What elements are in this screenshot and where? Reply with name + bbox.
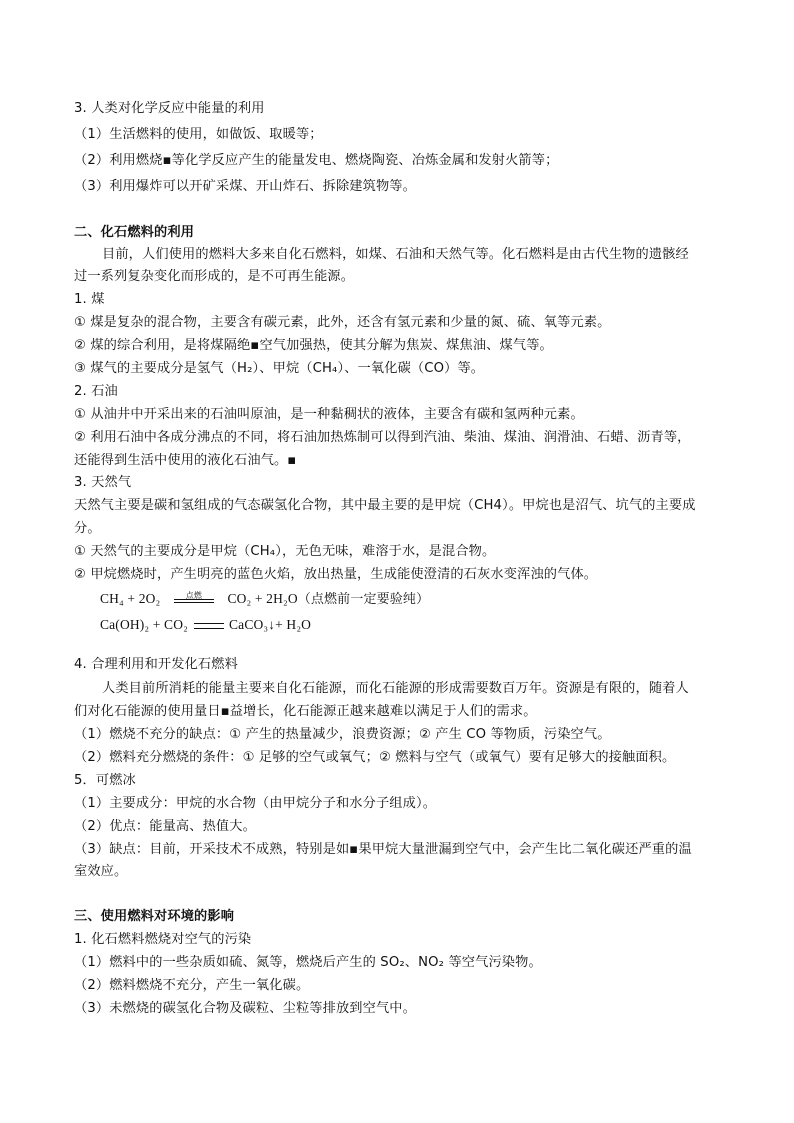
equation-limewater bbox=[100, 616, 311, 634]
paragraph-line: 分。 bbox=[74, 521, 101, 536]
heading-energy-use: 3. 人类对化学反应中能量的利用 bbox=[74, 101, 265, 116]
equation-note: （点燃前一定要验纯） bbox=[297, 592, 430, 607]
list-item: （2）优点：能量高、热值大。 bbox=[74, 819, 256, 834]
list-item: （2）燃料充分燃烧的条件：① 足够的空气或氧气；② 燃料与空气（或氧气）要有足够大的接触面积。 bbox=[74, 750, 676, 765]
equation-left: Ca(OH)₂ + CO₂ bbox=[100, 617, 188, 632]
list-item: ① 天然气的主要成分是甲烷（CH₄），无色无味，难溶于水，是混合物。 bbox=[74, 544, 496, 559]
section-heading-fossil-fuels: 二、化石燃料的利用 bbox=[74, 225, 195, 240]
equation-left: CH₄ + 2O₂ bbox=[100, 591, 161, 606]
paragraph-line: 过一系列复杂变化而形成的，是不可再生能源。 bbox=[74, 269, 355, 284]
list-item: 还能得到生活中使用的液化石油气。▪ bbox=[74, 453, 297, 468]
subheading-air-pollution: 1. 化石燃料燃烧对空气的污染 bbox=[74, 932, 252, 947]
list-item: 室效应。 bbox=[74, 864, 128, 879]
paragraph-line: 目前，人们使用的燃料大多来自化石燃料，如煤、石油和天然气等。化石燃料是由古代生物的遗骸经 bbox=[102, 247, 689, 262]
subheading-natural-gas: 3. 天然气 bbox=[74, 475, 132, 490]
list-item: （2）燃料燃烧不充分，产生一氧化碳。 bbox=[74, 978, 310, 993]
equation-right: CO₂ + 2H₂O bbox=[227, 591, 298, 606]
list-item: （3）未燃烧的碳氢化合物及碳粒、尘粒等排放到空气中。 bbox=[74, 1001, 416, 1016]
list-item: ② 煤的综合利用，是将煤隔绝▪空气加强热，使其分解为焦炭、煤焦油、煤气等。 bbox=[74, 338, 553, 353]
list-item: ③ 煤气的主要成分是氢气（H₂）、甲烷（CH₄）、一氧化碳（CO）等。 bbox=[74, 361, 485, 376]
list-item: （1）燃烧不充分的缺点：① 产生的热量减少，浪费资源；② 产生 CO 等物质，污染空气。 bbox=[74, 727, 611, 742]
equation-methane-combustion bbox=[100, 590, 429, 609]
list-item: ① 煤是复杂的混合物，主要含有碳元素，此外，还含有氢元素和少量的氮、硫、氧等元素。 bbox=[74, 315, 611, 330]
text-line: （2）利用燃烧▪等化学反应产生的能量发电、燃烧陶瓷、冶炼金属和发射火箭等； bbox=[74, 153, 559, 168]
subheading-combustible-ice: 5．可燃冰 bbox=[74, 773, 136, 788]
text-line: （3）利用爆炸可以开矿采煤、开山炸石、拆除建筑物等。 bbox=[74, 179, 416, 194]
section-heading-environment: 三、使用燃料对环境的影响 bbox=[74, 909, 235, 924]
list-item: （1）主要成分：甲烷的水合物（由甲烷分子和水分子组成）。 bbox=[74, 796, 437, 811]
list-item: ② 利用石油中各成分沸点的不同，将石油加热炼制可以得到汽油、柴油、煤油、润滑油、石蜡、沥青等， bbox=[74, 430, 691, 445]
equation-right: CaCO₃↓+ H₂O bbox=[229, 617, 312, 632]
subheading-petroleum: 2. 石油 bbox=[74, 384, 118, 399]
list-item: ② 甲烷燃烧时，产生明亮的蓝色火焰，放出热量，生成能使澄清的石灰水变浑浊的气体。 bbox=[74, 567, 598, 582]
list-item: （1）燃料中的一些杂质如硫、氮等，燃烧后产生的 SO₂、NO₂ 等空气污染物。 bbox=[74, 955, 542, 970]
subheading-coal: 1. 煤 bbox=[74, 292, 105, 307]
equals-sign bbox=[194, 623, 224, 629]
list-item: ① 从油井中开采出来的石油叫原油，是一种黏稠状的液体，主要含有碳和氢两种元素。 bbox=[74, 407, 584, 422]
paragraph-line: 们对化石能源的使用量日▪益增长，化石能源正越来越难以满足于人们的需求。 bbox=[74, 704, 537, 719]
condition-label: 点燃 bbox=[185, 590, 203, 600]
list-item: （3）缺点：目前，开采技术不成熟，特别是如▪果甲烷大量泄漏到空气中，会产生比二氧化碳还严重的温 bbox=[74, 842, 692, 857]
text-line: （1）生活燃料的使用，如做饭、取暖等； bbox=[74, 127, 323, 142]
paragraph-line: 天然气主要是碳和氢组成的气态碳氢化合物，其中最主要的是甲烷（CH4）。甲烷也是沼气、坑气的主要成 bbox=[74, 498, 696, 513]
subheading-rational-use: 4. 合理利用和开发化石燃料 bbox=[74, 657, 238, 672]
paragraph-line: 人类目前所消耗的能量主要来自化石能源，而化石能源的形成需要数百万年。资源是有限的，随着人 bbox=[102, 681, 689, 696]
reaction-condition bbox=[174, 591, 214, 609]
